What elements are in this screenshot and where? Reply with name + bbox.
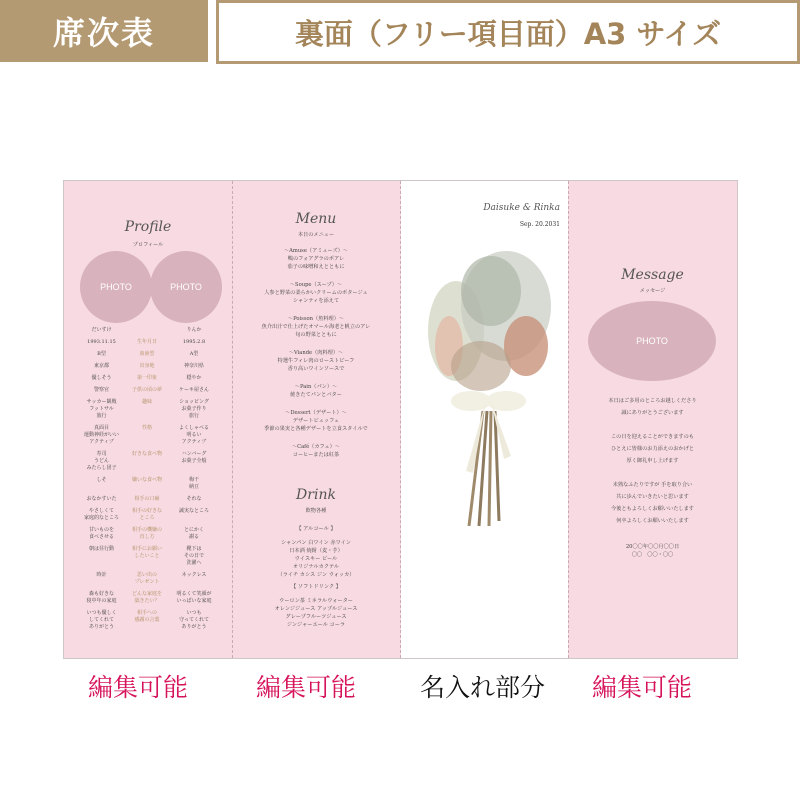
soft-drink-list: [232, 597, 400, 629]
seating-chart-spread: [63, 180, 738, 659]
menu-line: 〜Café（カフェ）〜: [291, 444, 341, 450]
header-bar: [0, 0, 800, 62]
profile-answer: 優しそう: [91, 375, 112, 381]
menu-items: [232, 247, 400, 469]
menu-title: Menu: [295, 211, 337, 227]
soft-drink-item: ウーロン茶 ミネラルウォーター: [279, 598, 353, 604]
alcohol-item: 日本酒 焼酎（麦・芋）: [289, 548, 343, 554]
profile-answer: 靴下は その日で 洗濯へ: [183, 546, 204, 566]
menu-line: 魚介出汁で仕上げたオマール海老と帆立のアレ: [261, 324, 371, 330]
profile-question: 相手にお願い したいこと: [131, 546, 162, 559]
profile-answer: ハンバーグ お菓子全般: [181, 451, 207, 464]
message-line: 何卒よろしくお願いいたします: [616, 518, 689, 524]
profile-answer: ネックレス: [181, 572, 207, 578]
page-title: 裏面（フリー項目面）A3 サイズ: [216, 0, 800, 64]
profile-answer: 誠実なところ: [178, 508, 209, 514]
message-line: 今後ともよろしくお願いいたします: [610, 506, 694, 512]
profile-answer: いつも 守ってくれて ありがとう: [178, 610, 209, 630]
menu-line: シャンティを添えて: [292, 298, 340, 304]
menu-line: デザートビュッフェ: [292, 418, 340, 424]
profile-answer: 寿司 うどん みたらし団子: [86, 451, 117, 471]
menu-course: [232, 409, 400, 433]
menu-course: [232, 247, 400, 271]
menu-course: [232, 315, 400, 339]
menu-line: 〜Viande（肉料理）〜: [288, 350, 344, 356]
message-title: Message: [621, 267, 684, 283]
menu-line: 〜Amuse（アミューズ）〜: [283, 248, 349, 254]
profile-answer: 朝は昼行動: [88, 546, 114, 552]
alcohol-item: ウイスキー ビール: [294, 556, 338, 562]
message-signature: 〇〇 〇〇・〇〇: [631, 552, 674, 558]
message-subtitle: メッセージ: [639, 288, 666, 294]
alcohol-list: [232, 539, 400, 579]
menu-line: 旬の野菜とともに: [295, 332, 337, 338]
profile-answer: 1993.11.15: [87, 339, 116, 345]
menu-line: 鴨のフォアグラのポアレ: [287, 256, 345, 262]
profile-answer: りんか: [186, 327, 202, 333]
menu-course: [232, 443, 400, 459]
menu-line: 人参と野菜の柔らかいクリームのポタージュ: [264, 290, 368, 296]
menu-line: 〜Pain（パン）〜: [294, 384, 338, 390]
profile-question: どんな家庭を 築きたい？: [131, 591, 162, 604]
cover-panel: [401, 181, 568, 658]
message-line: 本日はご多用のところお越しくださり: [608, 398, 697, 404]
profile-answer: 警察官: [93, 387, 109, 393]
profile-question: 第一印象: [136, 375, 157, 381]
menu-course: [232, 349, 400, 373]
wedding-date[interactable]: Sep. 20.2031: [519, 221, 560, 228]
profile-question: 性格: [141, 425, 152, 431]
alcohol-item: （ライチ カシス ジン ウォッカ）: [277, 572, 355, 578]
menu-line: コーヒーまたは紅茶: [292, 452, 340, 458]
profile-answer: 1995.2.8: [182, 339, 206, 345]
message-line: ひとえに皆様のお力添えのおかげと: [610, 446, 694, 452]
menu-line: 〜Soupe（スープ）〜: [289, 282, 343, 288]
message-body[interactable]: [568, 395, 737, 527]
profile-answer: 神奈川県: [183, 363, 204, 369]
alcohol-item: オリジナルカクテル: [292, 564, 340, 570]
profile-title: Profile: [124, 219, 172, 235]
bride-photo-placeholder[interactable]: PHOTO: [150, 251, 222, 323]
profile-question: 血液型: [139, 351, 155, 357]
name-area-label: 名入れ部分: [420, 673, 546, 702]
alcohol-heading: 【 アルコール 】: [296, 526, 336, 532]
profile-answer: A型: [189, 351, 199, 357]
drink-title: Drink: [296, 487, 336, 503]
message-date: 20〇〇年〇〇月〇〇日: [625, 544, 680, 550]
profile-subtitle: プロフィール: [132, 242, 164, 248]
profile-answer: いつも優しく してくれて ありがとう: [86, 610, 117, 630]
soft-drink-heading: 【 ソフトドリンク 】: [291, 584, 341, 590]
message-line: 厚く御礼申し上げます: [626, 458, 679, 464]
soft-drink-item: グレープフルーツジュース: [285, 614, 347, 620]
message-line: 共に歩んでいきたいと思います: [616, 494, 689, 500]
profile-question: 相手への 感謝の言葉: [134, 610, 160, 623]
menu-line: 〜Poisson（魚料理）〜: [287, 316, 345, 322]
menu-course: [232, 281, 400, 305]
profile-answer: 梅干 納豆: [188, 477, 199, 490]
dried-flower-bouquet-image: [411, 251, 561, 531]
message-panel: [568, 181, 737, 658]
profile-answer: ショッピング お菓子作り 旅行: [179, 399, 209, 419]
profile-answer: 森も好きな 寝中年の家庭: [86, 591, 117, 604]
profile-answer: 甘いものを 食べさせる: [88, 527, 114, 540]
profile-panel: [64, 181, 232, 658]
soft-drink-item: オレンジジュース アップルジュース: [274, 606, 358, 612]
message-line: [568, 467, 737, 479]
profile-answer: おなかすいた: [86, 496, 117, 502]
alcohol-item: シャンパン 白ワイン 赤ワイン: [281, 540, 351, 546]
menu-line: 〜Dessert（デザート）〜: [285, 410, 347, 416]
profile-answer: やさしくて 家庭的なところ: [83, 508, 119, 521]
message-line: 誠にありがとうございます: [621, 410, 684, 416]
profile-question: 相手の機嫌の 直し方: [131, 527, 162, 540]
menu-course: [232, 383, 400, 399]
editable-label-menu: 編集可能: [256, 673, 357, 702]
message-line: 未熟なふたりですが 手を取り合い: [612, 482, 693, 488]
profile-answer: よくしゃべる 明るい アクティブ: [178, 425, 209, 445]
profile-answer: ケーキ屋さん: [178, 387, 209, 393]
profile-answer: 時計: [96, 572, 107, 578]
profile-answer: B型: [97, 351, 106, 357]
soft-drink-item: ジンジャーエール コーラ: [286, 622, 346, 628]
message-line: [568, 419, 737, 431]
menu-line: 特選牛フィレ肉のローストビーフ: [277, 358, 355, 364]
profile-answer: だいすけ: [91, 327, 112, 333]
profile-question: 好きな食べ物: [131, 451, 162, 457]
editable-label-profile: 編集可能: [88, 673, 189, 702]
profile-question: 趣味: [141, 399, 152, 405]
menu-line: 茄子の味噌和えとともに: [287, 264, 345, 270]
menu-line: 季節の果実と各種デザートを立食スタイルで: [264, 426, 368, 432]
couple-names[interactable]: Daisuke & Rinka: [483, 203, 560, 213]
message-photo-placeholder[interactable]: PHOTO: [588, 301, 716, 381]
profile-answer: しそ: [96, 477, 107, 483]
profile-question: 生年月日: [136, 339, 157, 345]
profile-question: 子供の頃の夢: [131, 387, 162, 393]
drink-subtitle: 飲物各種: [305, 508, 327, 514]
profile-answer: 東京都: [93, 363, 109, 369]
profile-question: 思い出の プレゼント: [134, 572, 160, 585]
profile-answer: 穏やか: [186, 375, 202, 381]
menu-line: 焼きたてパンとバター: [290, 392, 342, 398]
profile-question: 相手の口癖: [134, 496, 160, 502]
editable-label-message: 編集可能: [592, 673, 693, 702]
profile-answer: 真面目 運動神経がいい アクティブ: [83, 425, 119, 445]
profile-answer: とにかく 謝る: [183, 527, 204, 540]
groom-photo-placeholder[interactable]: PHOTO: [80, 251, 152, 323]
menu-subtitle: 本日のメニュー: [297, 232, 335, 238]
message-line: この日を迎えることができますのも: [610, 434, 694, 440]
profile-question: 嫌いな食べ物: [131, 477, 162, 483]
profile-question: 出身地: [139, 363, 155, 369]
profile-question: 相手の好きな ところ: [131, 508, 162, 521]
category-tag: 席次表: [0, 0, 208, 62]
menu-line: 香り高いワインソースで: [287, 366, 345, 372]
profile-answer: サッカー観戦 フットサル 旅行: [86, 399, 117, 419]
profile-answer: 明るくて笑顔が いっぱいな家庭: [176, 591, 212, 604]
menu-panel: [232, 181, 400, 658]
profile-answer: それな: [186, 496, 202, 502]
